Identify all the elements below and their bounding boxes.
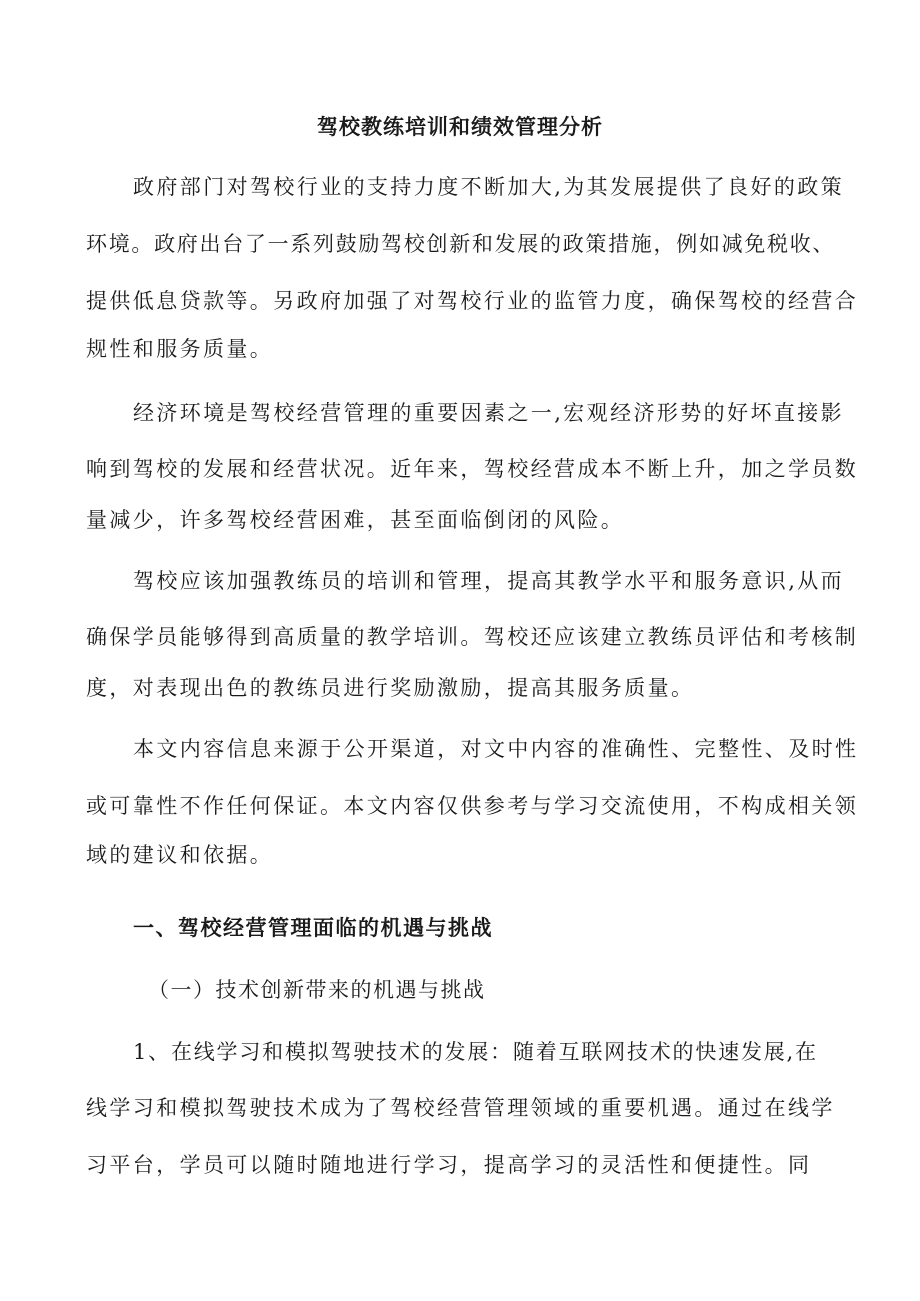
- paragraph-line: 或可靠性不作任何保证。本文内容仅供参考与学习交流使用，不构成相关领: [86, 794, 859, 818]
- paragraph-line: 规性和服务质量。: [86, 337, 274, 361]
- paragraph-line: 确保学员能够得到高质量的教学培训。驾校还应该建立教练员评估和考核制: [86, 625, 859, 649]
- paragraph-line: 环境。政府出台了一系列鼓励驾校创新和发展的政策措施，例如减免税收、: [86, 232, 836, 256]
- section-heading: 一、驾校经营管理面临的机遇与挑战: [133, 915, 493, 940]
- paragraph-line: 经济环境是驾校经营管理的重要因素之一,宏观经济形势的好坏直接影: [133, 401, 845, 425]
- paragraph-line: 本文内容信息来源于公开渠道，对文中内容的准确性、完整性、及时性: [133, 737, 859, 761]
- paragraph-line: 量减少，许多驾校经营困难，甚至面临倒闭的风险。: [86, 508, 625, 532]
- paragraph-line: 域的建议和依据。: [86, 843, 274, 867]
- paragraph-line: 提供低息贷款等。另政府加强了对驾校行业的监管力度，确保驾校的经营合: [86, 289, 859, 313]
- paragraph-line: 驾校应该加强教练员的培训和管理，提高其教学水平和服务意识,从而: [133, 569, 845, 593]
- subsection-heading: （一）技术创新带来的机遇与挑战: [148, 978, 486, 1002]
- paragraph-line: 1、在线学习和模拟驾驶技术的发展：随着互联网技术的快速发展,在: [133, 1040, 818, 1064]
- paragraph-line: 线学习和模拟驾驶技术成为了驾校经营管理领域的重要机遇。通过在线学: [86, 1096, 835, 1120]
- paragraph-line: 度，对表现出色的教练员进行奖励激励，提高其服务质量。: [86, 676, 695, 700]
- paragraph-line: 响到驾校的发展和经营状况。近年来，驾校经营成本不断上升，加之学员数: [86, 457, 859, 481]
- paragraph-line: 习平台，学员可以随时随地进行学习，提高学习的灵活性和便捷性。同: [86, 1153, 812, 1177]
- paragraph-line: 政府部门对驾校行业的支持力度不断加大,为其发展提供了良好的政策: [133, 175, 845, 199]
- document-title: 驾校教练培训和绩效管理分析: [317, 114, 603, 139]
